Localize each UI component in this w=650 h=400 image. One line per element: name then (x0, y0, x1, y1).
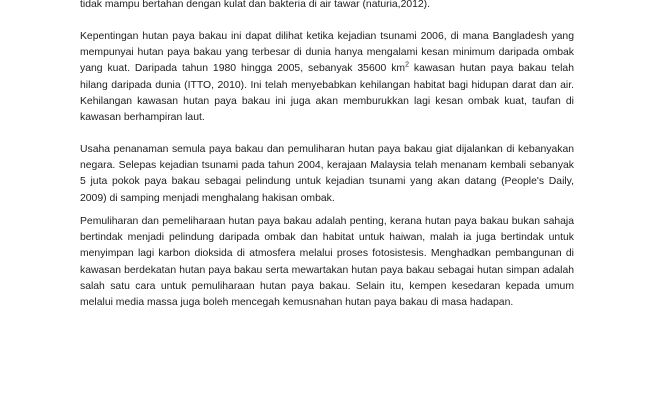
paragraph-text: tidak mampu bertahan dengan kulat dan bakteria di air tawar (naturia,2012). (80, 0, 431, 10)
superscript-exponent: 2 (405, 61, 409, 69)
paragraph-replanting (80, 142, 574, 207)
paragraph-conservation (80, 214, 574, 311)
paragraph-text: Pemuliharan dan pemeliharaan hutan paya bakau adalah penting, kerana hutan paya bakau bukan sahaja bertindak menjadi pelindung daripada ombak dan habitat untuk haiwan, malah ia juga bertindak untuk menyimpan lagi karbon dioksida di atmosfera melalui proses fotosistesis. Menghadkan pembangunan di kawasan berdekatan hutan paya bakau serta mewartakan hutan paya bakau sebagai hutan simpan adalah salah satu cara untuk pemuliharaan hutan paya bakau. Selain itu, kempen kesedaran kepada umum melalui media massa juga boleh mencegah kemusnahan hutan paya bakau di masa hadapan. (80, 216, 574, 309)
paragraph-text-part: kawasan hutan paya bakau telah hilang daripada dunia (ITTO, 2010). Ini telah menyebabkan kehilangan habitat bagi hidupan darat dan air. Kehilangan kawasan hutan paya bakau ini juga akan memburukkan lagi kesan ombak kuat, taufan di kawasan berhampiran laut. (80, 63, 574, 124)
paragraph-text: Usaha penanaman semula paya bakau dan pemuliharan hutan paya bakau giat dijalankan di kebanyakan negara. Selepas kejadian tsunami pada tahun 2004, kerajaan Malaysia telah menanam kembali sebanyak 5 juta pokok paya bakau sebagai pelindung untuk kejadian tsunami yang akan datang (People's Daily, 2009) di samping menjadi menghalang hakisan ombak. (80, 144, 574, 204)
paragraph-text-part: Kepentingan hutan paya bakau ini dapat dilihat ketika kejadian tsunami 2006, di mana Bangladesh yang mempunyai hutan paya bakau yang terbesar di dunia hanya mengalami kesan minimum daripada ombak yang kuat. Daripada tahun 1980 hingga 2005, sebanyak 35600 km (80, 31, 574, 75)
paragraph-continuation (80, 0, 574, 13)
paragraph-tsunami-importance (80, 29, 574, 126)
